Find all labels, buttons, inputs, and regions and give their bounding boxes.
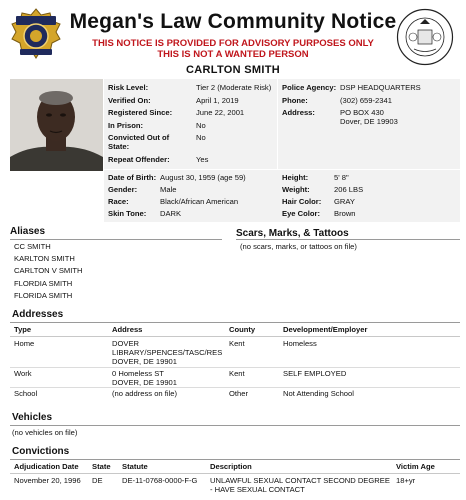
agency-address-line2: Dover, DE 19903 xyxy=(340,117,398,126)
weight-label: Weight: xyxy=(282,185,310,194)
address-county: Other xyxy=(229,389,248,398)
conviction-description-line: UNLAWFUL SEXUAL CONTACT SECOND DEGREE xyxy=(210,476,390,485)
aliases-heading: Aliases xyxy=(10,226,46,237)
page-title: Megan's Law Community Notice xyxy=(69,10,397,33)
address-row-rule xyxy=(10,367,460,368)
weight-value: 206 LBS xyxy=(334,185,364,194)
registered-since-value: June 22, 2001 xyxy=(196,108,245,117)
scars-heading: Scars, Marks, & Tattoos xyxy=(236,228,349,239)
address-type: School xyxy=(14,389,38,398)
race-label: Race: xyxy=(108,197,129,206)
police-agency-value: DSP HEADQUARTERS xyxy=(340,83,421,92)
vehicles-divider xyxy=(10,425,460,426)
convictions-col-victim-age: Victim Age xyxy=(396,462,435,471)
dob-value: August 30, 1959 (age 59) xyxy=(160,173,246,182)
convictions-col-statute: Statute xyxy=(122,462,148,471)
convictions-col-state: State xyxy=(92,462,111,471)
addresses-heading: Addresses xyxy=(12,309,64,320)
gender-value: Male xyxy=(160,185,177,194)
convictions-divider xyxy=(10,459,460,460)
address-line: DOVER, DE 19901 xyxy=(112,357,177,366)
convicted-out-of-state-label: Convicted Out of State: xyxy=(108,133,170,151)
address-row-rule xyxy=(10,387,460,388)
alias-item: CARLTON V SMITH xyxy=(14,266,83,275)
address-label: Address: xyxy=(282,108,315,117)
addresses-header-rule xyxy=(10,336,460,337)
phone-label: Phone: xyxy=(282,96,308,105)
addresses-divider xyxy=(10,322,460,323)
convictions-col-date: Adjudication Date xyxy=(14,462,79,471)
address-type: Work xyxy=(14,369,32,378)
repeat-offender-value: Yes xyxy=(196,155,209,164)
convictions-col-description: Description xyxy=(210,462,252,471)
hair-color-value: GRAY xyxy=(334,197,355,206)
address-employer: Homeless xyxy=(283,339,317,348)
conviction-state: DE xyxy=(92,476,103,485)
police-agency-label: Police Agency: xyxy=(282,83,337,92)
offender-name: CARLTON SMITH xyxy=(186,64,280,76)
verified-on-label: Verified On: xyxy=(108,96,151,105)
aliases-section xyxy=(10,226,460,237)
eye-color-value: Brown xyxy=(334,209,356,218)
aliases-divider xyxy=(10,239,222,240)
repeat-offender-label: Repeat Offender: xyxy=(108,155,170,164)
scars-divider xyxy=(236,239,460,240)
alias-item: FLORDIA SMITH xyxy=(14,279,73,288)
address-employer: SELF EMPLOYED xyxy=(283,369,347,378)
address-type: Home xyxy=(14,339,35,348)
convictions-heading: Convictions xyxy=(12,446,70,457)
registered-since-label: Registered Since: xyxy=(108,108,173,117)
conviction-statute: DE-11-0768-0000-F-G xyxy=(122,476,198,485)
gender-label: Gender: xyxy=(108,185,138,194)
address-line: DOVER xyxy=(112,339,140,348)
agency-address-line1: PO BOX 430 xyxy=(340,108,384,117)
addresses-col-address: Address xyxy=(112,325,143,334)
addresses-col-employer: Development/Employer xyxy=(283,325,368,334)
address-line: 0 Homeless ST xyxy=(112,369,164,378)
risk-level-value: Tier 2 (Moderate Risk) xyxy=(196,83,272,92)
alias-item: FLORIDA SMITH xyxy=(14,291,73,300)
address-county: Kent xyxy=(229,339,245,348)
not-wanted-notice: THIS IS NOT A WANTED PERSON xyxy=(157,49,309,60)
scars-value: (no scars, marks, or tattoos on file) xyxy=(240,242,357,251)
alias-item: CC SMITH xyxy=(14,242,51,251)
addresses-col-type: Type xyxy=(14,325,32,334)
address-line: LIBRARY/SPENCES/TASC/RES xyxy=(112,348,223,357)
hair-color-label: Hair Color: xyxy=(282,197,322,206)
address-county: Kent xyxy=(229,369,245,378)
phone-value: (302) 659-2341 xyxy=(340,96,392,105)
in-prison-value: No xyxy=(196,121,206,130)
conviction-date: November 20, 1996 xyxy=(14,476,81,485)
dob-label: Date of Birth: xyxy=(108,173,157,182)
convicted-out-of-state-value: No xyxy=(196,133,206,142)
eye-color-label: Eye Color: xyxy=(282,209,320,218)
verified-on-value: April 1, 2019 xyxy=(196,96,239,105)
vehicles-value: (no vehicles on file) xyxy=(12,428,78,437)
address-employer: Not Attending School xyxy=(283,389,354,398)
address-line: (no address on file) xyxy=(112,389,178,398)
convictions-header-rule xyxy=(10,473,460,474)
height-label: Height: xyxy=(282,173,309,182)
risk-level-row: Risk Level: xyxy=(108,83,149,92)
skin-tone-label: Skin Tone: xyxy=(108,209,147,218)
vehicles-heading: Vehicles xyxy=(12,412,53,423)
addresses-col-county: County xyxy=(229,325,256,334)
in-prison-label: In Prison: xyxy=(108,121,144,130)
conviction-description-line: - HAVE SEXUAL CONTACT xyxy=(210,485,305,494)
offender-photo xyxy=(10,79,103,171)
address-line: DOVER, DE 19901 xyxy=(112,378,177,387)
height-value: 5' 8" xyxy=(334,173,349,182)
skin-tone-value: DARK xyxy=(160,209,182,218)
alias-item: KARLTON SMITH xyxy=(14,254,75,263)
race-value: Black/African American xyxy=(160,197,239,206)
conviction-victim-age: 18+yr xyxy=(396,476,416,485)
advisory-notice: THIS NOTICE IS PROVIDED FOR ADVISORY PURPOSES ONLY xyxy=(92,38,374,49)
